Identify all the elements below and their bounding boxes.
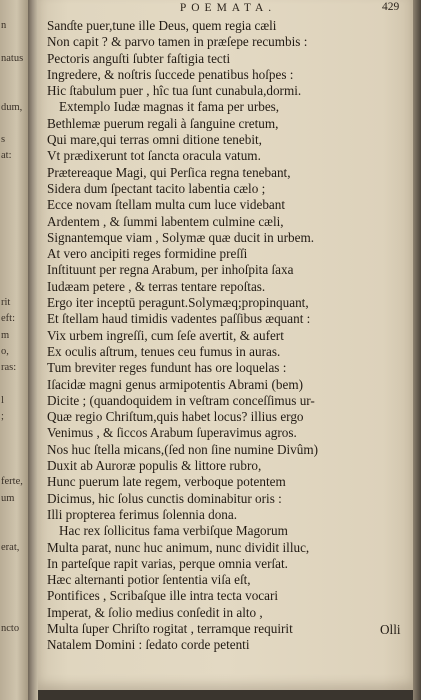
facing-page-fragment: n <box>1 20 7 31</box>
facing-page-fragment: dum, <box>1 101 23 113</box>
facing-page-fragment: ; <box>1 411 4 423</box>
verse-line: Qui mare,qui terras omni ditione tenebit, <box>47 132 262 148</box>
verse-line: Illi propterea ferimus ſolennia dona. <box>47 506 238 522</box>
facing-page-fragment: ncto <box>1 623 20 635</box>
facing-page-fragment: ras: <box>1 362 17 374</box>
facing-page-fragment: o, <box>1 346 9 357</box>
verse-line: Dicite ; (quandoquidem in veſtram conceſſimus ur- <box>47 392 315 408</box>
facing-page-fragment: l <box>1 394 4 406</box>
facing-page-edge <box>0 0 28 700</box>
verse-line: Dicimus, hic ſolus cunctis dominabitur oris : <box>47 490 282 506</box>
spine-gutter <box>28 0 38 700</box>
verse-line: Bethlemæ puerum regali à ſanguine cretum, <box>47 115 279 131</box>
verse-line: Inſtituunt per regna Arabum, per inhoſpita ſaxa <box>47 262 294 278</box>
catchword: Olli <box>380 622 401 637</box>
facing-page-fragment: m <box>1 329 10 341</box>
verse-line: Pectoris anguſti ſubter faſtigia tecti <box>47 50 231 66</box>
running-title: POEMATA. <box>179 2 277 14</box>
verse-line: Quæ regio Chriſtum,quis habet locus? illius ergo <box>47 409 304 425</box>
verse-line: Multa ſuper Chriſto rogitat , terramque requirit <box>47 620 293 636</box>
page-edge-right <box>413 0 421 700</box>
verse-line: Ergo iter inceptū peragunt.Solymæq;propinquant, <box>47 295 309 311</box>
verse-line: Vt prædixerunt tot ſancta oracula vatum. <box>47 148 261 164</box>
verse-line: Natalem Domini : ſedato corde petenti <box>47 637 250 653</box>
facing-page-fragment: ferte, <box>1 476 23 488</box>
verse-line: Venimus , & ſiccos Arabum ſuperavimus agros. <box>47 425 297 441</box>
verse-line: Iſacidæ magni genus armipotentis Abrami (bem) <box>47 376 303 392</box>
facing-page-fragment: erat, <box>1 541 20 553</box>
verse-line: Ingredere, & noſtris ſuccede penatibus hoſpes : <box>47 66 294 82</box>
facing-page-fragment: um <box>1 492 15 504</box>
facing-page-fragment: at: <box>1 150 12 162</box>
verse-line: Ardentem , & ſummi labentem culmine cæli, <box>47 213 284 229</box>
verse-line: Prætereaque Magi, qui Perſica regna tenebant, <box>47 164 291 180</box>
facing-page-fragment: s <box>1 134 6 146</box>
verse-line: Non capit ? & parvo tamen in præſepe recumbis : <box>47 34 308 50</box>
facing-page-fragment: natus <box>1 52 24 64</box>
page-bottom-shadow <box>38 690 413 700</box>
verse-line: Ecce novam ſtellam multa cum luce videbant <box>47 197 286 213</box>
verse-list <box>47 18 407 654</box>
verse-line: Tum breviter reges fundunt has ore loquelas : <box>47 360 287 376</box>
verse-line: Sidera dum ſpectant tacito labentia cælo ; <box>47 180 266 196</box>
verse-line: Duxit ab Auroræ populis & littore rubro, <box>47 458 262 474</box>
verse-line: Vix urbem ingreſſi, cum ſeſe avertit, & aufert <box>47 327 284 343</box>
verse-line: Pontifices , Scribaſque ille intra tecta vocari <box>47 588 279 604</box>
verse-line: Imperat, & ſolio medius conſedit in alto , <box>47 604 263 620</box>
verse-line: Signantemque viam , Solymæ quæ ducit in urbem. <box>47 229 315 245</box>
verse-line: Extemplo Iudæ magnas it fama per urbes, <box>59 99 280 115</box>
verse-line: Ex oculis aſtrum, tenues ceu fumus in auras. <box>47 343 281 359</box>
page-number: 429 <box>382 1 400 13</box>
verse-line: Iudæam petere , & terras tentare repoſtas. <box>47 278 266 294</box>
verse-line: Et ſtellam haud timidis vadentes paſſibus æquant : <box>47 311 311 327</box>
verse-line: Sanɗte puer,tune ille Deus, quem regia cæli <box>47 18 277 33</box>
facing-page-fragment: rit <box>1 297 11 309</box>
verse-line: Nos huc ſtella micans,(ſed non ſine numine Divûm) <box>47 441 319 457</box>
verse-line: Hunc puerum late regem, verboque potentem <box>47 474 286 490</box>
verse-line: Hac rex ſollicitus fama verbiſque Magorum <box>59 523 288 539</box>
verse-line: Multa parat, nunc huc animum, nunc dividit illuc, <box>47 539 310 555</box>
facing-page-fragment: eft: <box>1 313 15 325</box>
verse-line: Hic ſtabulum puer , hîc tua ſunt cunabula,dormi. <box>47 83 302 99</box>
verse-line: In parteſque rapit varias, perque omnia verſat. <box>47 555 288 571</box>
verse-line: At vero ancipiti reges formidine preſſi <box>47 246 248 262</box>
verse-line: Hæc alternanti potior ſententia viſa eſt, <box>47 572 251 588</box>
